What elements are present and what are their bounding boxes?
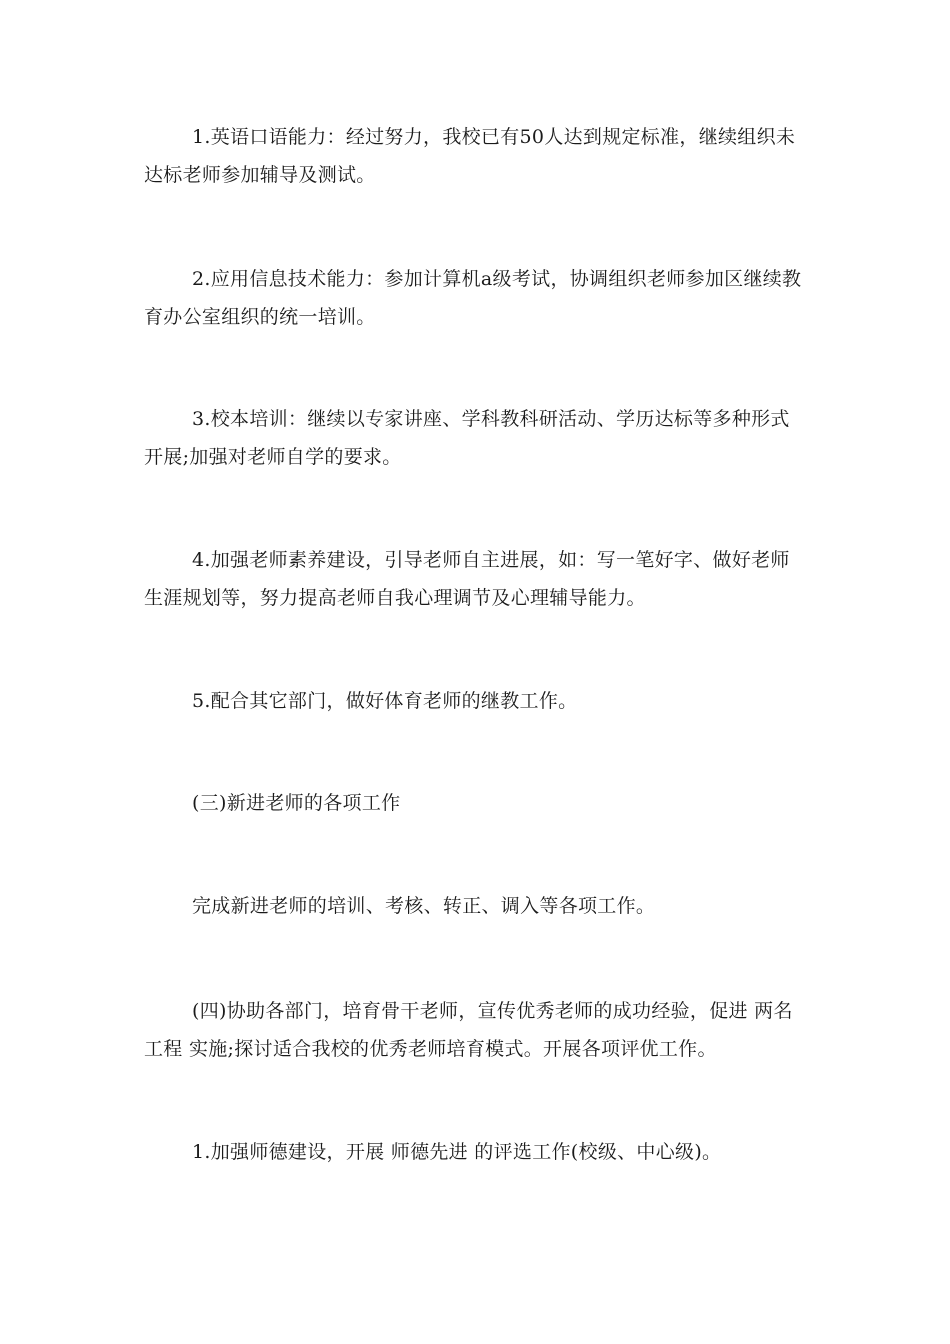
paragraph-ethics-building: 1.加强师德建设，开展 师德先进 的评选工作(校级、中心级)。 — [192, 1141, 722, 1163]
paragraph-english-speaking: 1.英语口语能力：经过努力，我校已有50人达到规定标准，继续组织未达标老师参加辅导及测试。 — [144, 126, 796, 186]
section-heading-new-teachers: (三)新进老师的各项工作 — [192, 792, 401, 814]
section-heading-backbone-teachers: (四)协助各部门，培育骨干老师，宣传优秀老师的成功经验，促进 两名工程 实施;探讨适合我校的优秀老师培育模式。开展各项评优工作。 — [144, 1000, 793, 1060]
paragraph-teacher-quality: 4.加强老师素养建设，引导老师自主进展，如：写一笔好字、做好老师生涯规划等，努力提高老师自我心理调节及心理辅导能力。 — [144, 549, 790, 609]
paragraph-new-teacher-tasks: 完成新进老师的培训、考核、转正、调入等各项工作。 — [192, 895, 656, 917]
paragraph-it-skills: 2.应用信息技术能力：参加计算机a级考试，协调组织老师参加区继续教育办公室组织的统一培训。 — [144, 268, 802, 328]
paragraph-pe-cooperation: 5.配合其它部门，做好体育老师的继教工作。 — [192, 690, 578, 712]
paragraph-school-training: 3.校本培训：继续以专家讲座、学科教科研活动、学历达标等多种形式开展;加强对老师自学的要求。 — [144, 408, 790, 468]
